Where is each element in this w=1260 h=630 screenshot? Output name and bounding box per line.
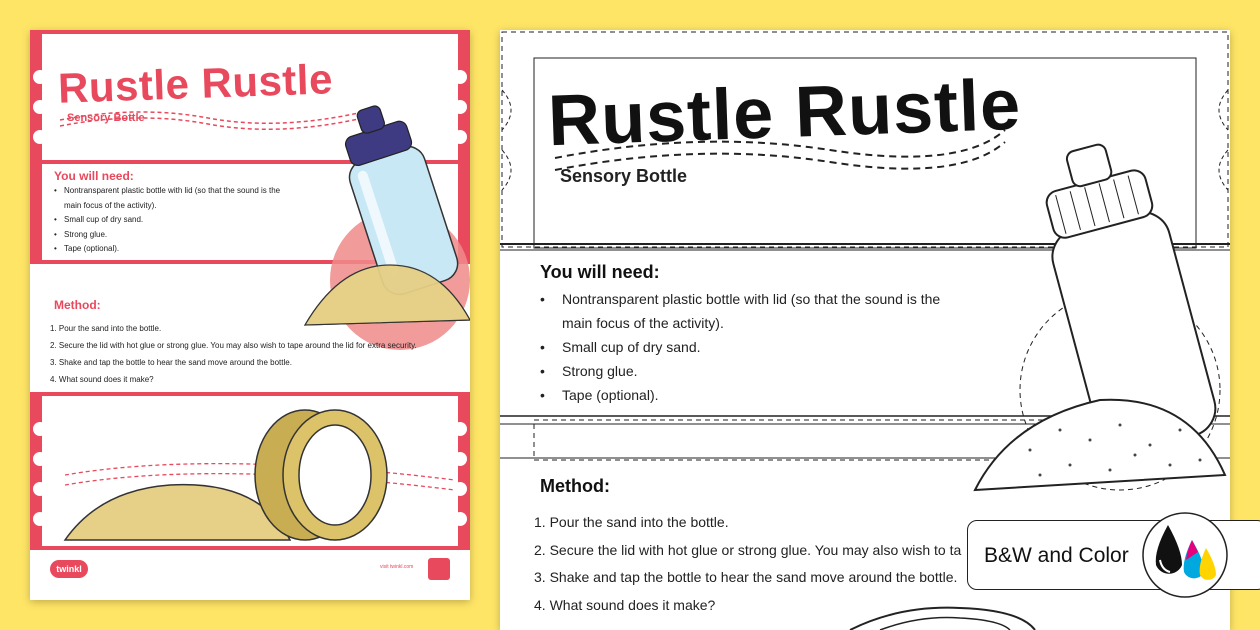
badge-seal-icon <box>428 558 450 580</box>
list-item: 3. Shake and tap the bottle to hear the sand move around the bottle. <box>50 358 292 367</box>
list-item: 2. Secure the lid with hot glue or strong glue. You may also wish to tape around the lid for extra security. <box>50 341 417 350</box>
list-item: 1. Pour the sand into the bottle. <box>50 324 162 333</box>
list-item: 2. Secure the lid with hot glue or strong glue. You may also wish to ta <box>534 541 962 558</box>
badge-label: B&W and Color <box>984 544 1129 567</box>
tape-roll-illustration <box>60 400 460 550</box>
list-item: main focus of the activity). <box>562 315 724 331</box>
bw-water-bottle-illustration <box>970 130 1230 510</box>
list-item: 1. Pour the sand into the bottle. <box>534 514 729 530</box>
bw-method-heading: Method: <box>540 476 610 496</box>
list-item: 3. Shake and tap the bottle to hear the sand move around the bottle. <box>534 569 958 585</box>
page-subtitle: Sensory Bottle <box>67 112 145 124</box>
bw-page-subtitle: Sensory Bottle <box>560 166 688 186</box>
list-item: • Nontransparent plastic bottle with lid (so that the sound is the <box>51 184 351 199</box>
list-item: • Small cup of dry sand. <box>51 213 351 228</box>
list-item: 4. What sound does it make? <box>50 375 154 384</box>
bw-page-title: Rustle Rustle <box>546 64 1023 162</box>
bw-tape-roll-illustration <box>840 600 1040 630</box>
method-list <box>50 320 460 388</box>
list-item: • Small cup of dry sand. <box>540 335 980 359</box>
ink-drops-icon <box>1140 510 1230 600</box>
list-item: • Strong glue. <box>540 359 980 383</box>
list-item: • Strong glue. <box>51 228 351 243</box>
list-item: 4. What sound does it make? <box>534 596 716 613</box>
list-item: • Tape (optional). <box>540 383 980 407</box>
method-heading: Method: <box>54 298 101 312</box>
footer-url: visit twinkl.com <box>380 564 414 570</box>
bw-needs-heading: You will need: <box>540 262 660 282</box>
bw-needs-list <box>540 287 980 407</box>
color-worksheet <box>30 30 470 600</box>
list-item: • Nontransparent plastic bottle with lid (so that the sound is the <box>540 287 980 311</box>
brand-logo: twinkl <box>50 560 88 578</box>
page-title: Rustle Rustle <box>57 55 334 112</box>
list-item: • Tape (optional). <box>51 242 351 257</box>
needs-heading: You will need: <box>54 169 134 183</box>
list-item: main focus of the activity). <box>64 200 157 210</box>
